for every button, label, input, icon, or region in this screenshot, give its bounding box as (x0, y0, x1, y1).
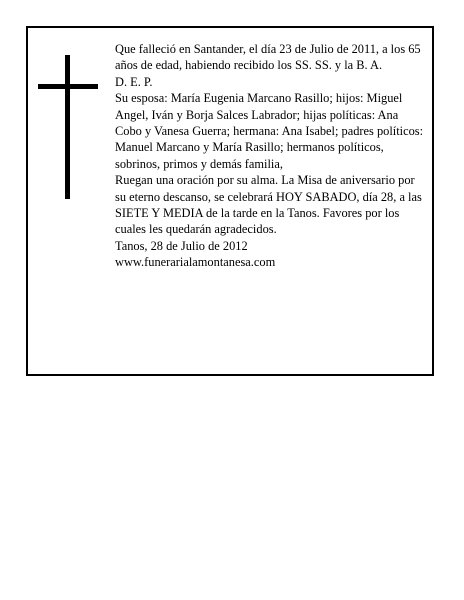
cross-vertical-bar (65, 55, 70, 199)
obituary-notice (26, 26, 434, 376)
rip-line: D. E. P. (115, 74, 153, 89)
mass-announcement: Ruegan una oración por su alma. La Misa de aniversario por su eterno descanso, se celebrará HOY SABADO, día 28, a las SIETE Y MEDIA de la tarde en la Tanos. Favores por los cuales les quedarán agradecidos. (115, 173, 422, 237)
notice-text (115, 41, 427, 271)
death-announcement: Que falleció en Santander, el día 23 de Julio de 2011, a los 65 años de edad, habiendo recibido los SS. SS. y la B. A. (115, 42, 421, 73)
funeral-home-website: www.funerarialamontanesa.com (115, 255, 276, 270)
cross-icon (38, 55, 98, 199)
cross-horizontal-bar (38, 84, 98, 89)
family-list: Su esposa: María Eugenia Marcano Rasillo; hijos: Miguel Angel, Iván y Borja Salces Labrador; hijas políticas: Ana Cobo y Vanesa Guerra; hermana: Ana Isabel; padres políticos: Manuel Marcano y María Rasillo; hermanos políticos, sobrinos, primos y demás familia, (115, 91, 424, 171)
place-date: Tanos, 28 de Julio de 2012 (115, 238, 248, 253)
